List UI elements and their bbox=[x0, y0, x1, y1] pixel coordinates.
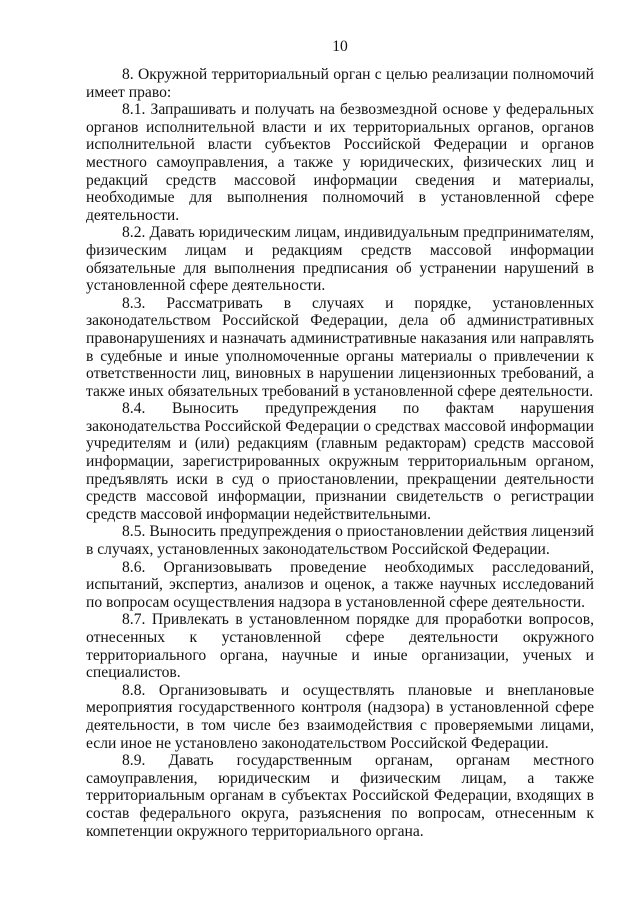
paragraph-8-4: 8.4. Выносить предупреждения по фактам нарушения законодательства Российской Федерации о средствах массовой информации учредителям и (или) редакциям (главным редакторам) средств массовой информации, зарегистрированных окружным территориальным органом, предъявлять иски в суд о приостановлении, прекращении деятельности средств массовой информации, признании свидетельств о регистрации средств массовой информации недействительными. bbox=[86, 400, 594, 523]
paragraph-8-2: 8.2. Давать юридическим лицам, индивидуальным предпринимателям, физическим лицам и редакциям средств массовой информации обязательные для выполнения предписания об устранении нарушений в установленной сфере деятельности. bbox=[86, 224, 594, 295]
paragraph-8-7: 8.7. Привлекать в установленном порядке для проработки вопросов, отнесенных к установленной сфере деятельности окружного территориального органа, научные и иные организации, ученых и специалистов. bbox=[86, 611, 594, 682]
paragraph-8-9: 8.9. Давать государственным органам, органам местного самоуправления, юридическим и физическим лицам, а также территориальным органам в субъектах Российской Федерации, входящих в состав федерального округа, разъяснения по вопросам, отнесенным к компетенции окружного территориального органа. bbox=[86, 752, 594, 840]
paragraph-8-8: 8.8. Организовывать и осуществлять плановые и внеплановые мероприятия государственного контроля (надзора) в установленной сфере деятельности, в том числе без взаимодействия с проверяемыми лицами, если иное не установлено законодательством Российской Федерации. bbox=[86, 681, 594, 752]
paragraph-8: 8. Окружной территориальный орган с целью реализации полномочий имеет право: bbox=[86, 66, 594, 101]
page-number: 10 bbox=[332, 38, 348, 55]
paragraph-8-5: 8.5. Выносить предупреждения о приостановлении действия лицензий в случаях, установленных законодательством Российской Федерации. bbox=[86, 523, 594, 559]
paragraph-8-3: 8.3. Рассматривать в случаях и порядке, установленных законодательством Российской Федерации, дела об административных правонарушениях и назначать административные наказания или направлять в судебные и иные уполномоченные органы материалы о привлечении к ответственности лиц, виновных в нарушении лицензионных требований, а также иных обязательных требований в установленной сфере деятельности. bbox=[86, 294, 594, 400]
paragraph-8-6: 8.6. Организовывать проведение необходимых расследований, испытаний, экспертиз, анализов и оценок, а также научных исследований по вопросам осуществления надзора в установленной сфере деятельности. bbox=[86, 558, 594, 611]
paragraph-8-1: 8.1. Запрашивать и получать на безвозмездной основе у федеральных органов исполнительной власти и их территориальных органов, органов исполнительной власти субъектов Российской Федерации и органов местного самоуправления, а также у юридических, физических лиц и редакций средств массовой информации сведения и материалы, необходимые для выполнения полномочий в установленной сфере деятельности. bbox=[86, 101, 594, 224]
